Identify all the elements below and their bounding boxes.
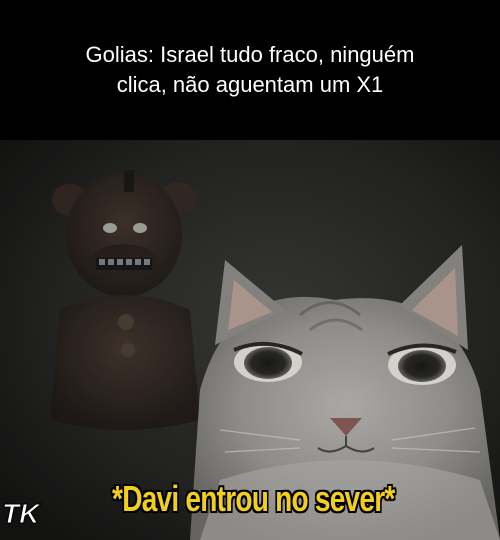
caption-line-1: Golias: Israel tudo fraco, ninguém [85,42,415,67]
meme-caption [0,40,500,100]
caption-line-2: clica, não aguentam um X1 [116,72,384,97]
meme-subtitle: *Davi entrou no sever* [112,478,395,519]
watermark-text: TK [2,498,40,528]
caption-bar [0,0,500,140]
tiktok-watermark-icon [2,496,42,528]
